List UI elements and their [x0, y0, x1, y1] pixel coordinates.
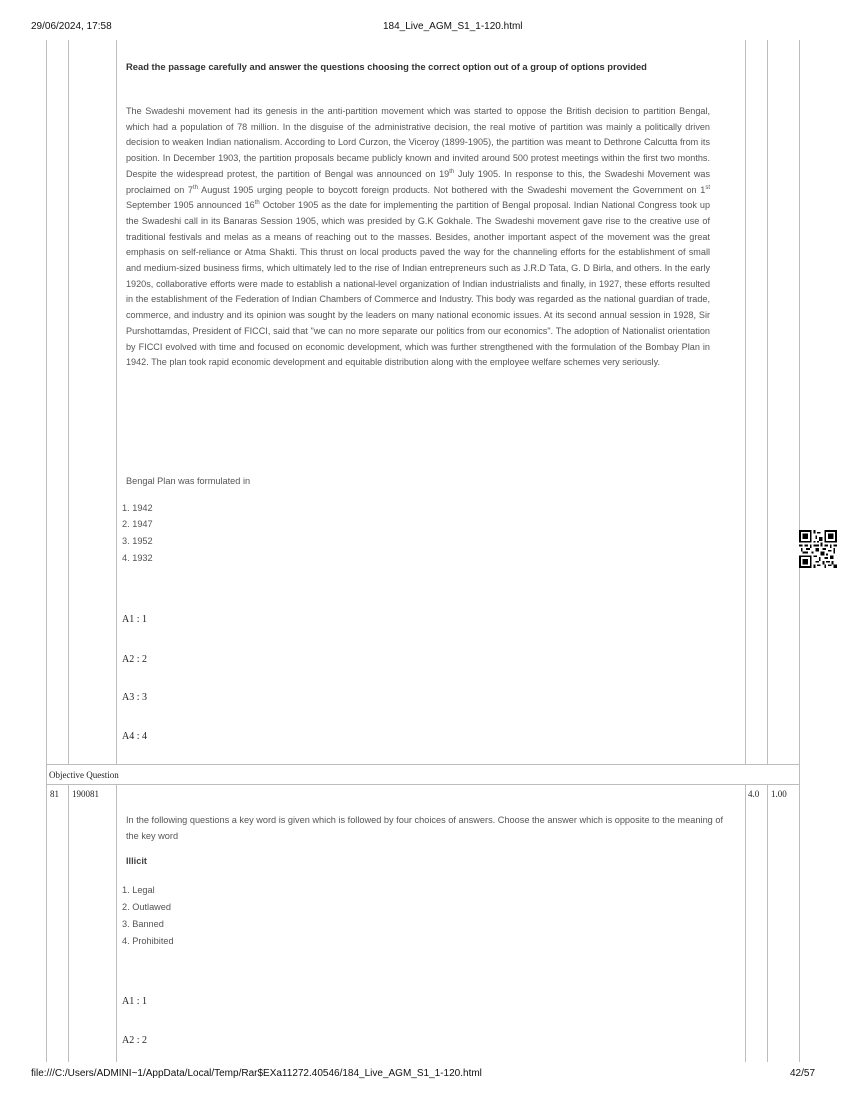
- option-1: 1. Legal: [122, 885, 155, 895]
- passage-instruction: Read the passage carefully and answer the questions choosing the correct option out of a group of options provided: [126, 61, 647, 72]
- table-col-line: [745, 40, 746, 764]
- question-id: 190081: [72, 789, 99, 799]
- table-border-left: [46, 40, 47, 784]
- qr-code-image: [799, 530, 837, 568]
- table-col-line: [68, 40, 69, 764]
- answer-1: A1 : 1: [122, 614, 147, 625]
- answer-2: A2 : 2: [122, 1035, 147, 1046]
- table-col-line: [68, 784, 69, 1062]
- table-col-line: [116, 784, 117, 1062]
- print-file-path: file:///C:/Users/ADMINI~1/AppData/Local/Temp/Rar$EXa11272.40546/184_Live_AGM_S1_1-120.html: [31, 1068, 482, 1079]
- row-divider: [46, 764, 799, 765]
- question-serial: 81: [50, 789, 59, 799]
- print-datetime: 29/06/2024, 17:58: [31, 21, 112, 32]
- key-word: Illicit: [126, 856, 147, 866]
- table-col-line: [745, 784, 746, 1062]
- question-text: Bengal Plan was formulated in: [126, 476, 251, 486]
- answer-3: A3 : 3: [122, 692, 147, 703]
- negative-marks: 1.00: [771, 789, 787, 799]
- passage-text: The Swadeshi movement had its genesis in the anti-partition movement which was started to oppose the British decision to partition Bengal, which had a population of 78 million. In the disguise of the administrative decision, the real motive of partition was mainly a politically driven decision to weaken Indian nationalism. According to Lord Curzon, the Viceroy (1899-1905), the partition was meant to Dethrone Calcutta from its position. In December 1903, the partition proposals became publicly known and invited around 500 protest meetings within the first two months. Despite the widespread protest, the partition of Bengal was announced on 19th July 1905. In response to this, the Swadeshi Movement was proclaimed on 7th August 1905 urging people to boycott foreign products. Not bothered with the Swadeshi movement the Government on 1st September 1905 announced 16th October 1905 as the date for implementing the partition of Bengal proposal. Indian National Congress took up the Swadeshi call in its Banaras Session 1905, which was presided by G.K Gokhale. The Swadeshi movement gave rise to the creative use of traditional festivals and melas as a means of reaching out to the masses. Besides, another important aspect of the movement was the great emphasis on self-reliance or Atma Shakti. This thrust on local products paved the way for the channeling efforts for the establishment of small and medium-sized business firms, which ultimately led to the rise of Indian entrepreneurs such as J.R.D Tata, G. D Birla, and others. In the early 1920s, collaborative efforts were made to establish a national-level organization of Indian industrialists and finally, in 1927, these efforts resulted in the establishment of the Federation of Indian Chambers of Commerce and Industry. This body was regarded as the national guardian of trade, commerce, and industry and its opinion was sought by the leaders on many national economic issues. At its second annual session in 1928, Sir Purshottamdas, President of FICCI, said that "we can no more separate our politics from our economics". The adoption of Nationalist orientation by FICCI evolved with time and focused on economic development, which was further strengthened with the formulation of the Bombay Plan in 1942. The plan took rapid economic development and equitable distribution along with the employee welfare schemes very seriously.: [126, 106, 710, 368]
- question-marks: 4.0: [748, 789, 760, 799]
- option-2: 2. 1947: [122, 519, 153, 529]
- option-1: 1. 1942: [122, 503, 153, 513]
- answer-4: A4 : 4: [122, 731, 147, 742]
- section-label: Objective Question: [49, 770, 119, 780]
- option-4: 4. Prohibited: [122, 936, 174, 946]
- row-divider: [46, 784, 799, 785]
- page-number: 42/57: [790, 1068, 816, 1079]
- table-border-right: [799, 784, 800, 1062]
- table-col-line: [767, 784, 768, 1062]
- question-instruction: In the following questions a key word is given which is followed by four choices of answers. Choose the answer which is opposite to the meaning of the key word: [126, 815, 723, 841]
- option-3: 3. Banned: [122, 919, 164, 929]
- table-border-right: [799, 40, 800, 784]
- table-border-left: [46, 784, 47, 1062]
- option-4: 4. 1932: [122, 553, 153, 563]
- table-col-line: [767, 40, 768, 764]
- print-doc-title: 184_Live_AGM_S1_1-120.html: [383, 21, 523, 32]
- option-3: 3. 1952: [122, 536, 153, 546]
- answer-2: A2 : 2: [122, 654, 147, 665]
- answer-1: A1 : 1: [122, 996, 147, 1007]
- option-2: 2. Outlawed: [122, 902, 172, 912]
- table-col-line: [116, 40, 117, 764]
